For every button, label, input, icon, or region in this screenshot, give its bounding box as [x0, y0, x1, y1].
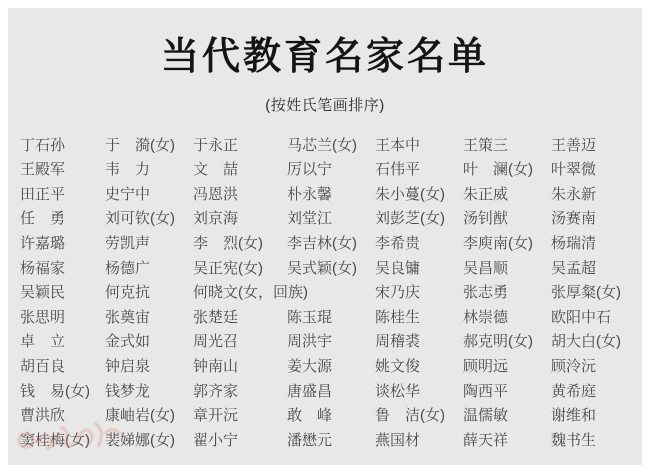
name-cell: 潘懋元 [287, 431, 333, 449]
name-cell: 谢维和 [551, 407, 597, 425]
name-cell: 燕国材 [375, 431, 421, 449]
name-cell: 张志勇 [463, 284, 509, 302]
name-cell: 卓 立 [20, 333, 66, 351]
name-cell: 薛天祥 [463, 431, 509, 449]
name-cell: 何晓文(女，回族) [193, 284, 308, 302]
name-cell: 郝克明(女) [463, 333, 533, 351]
name-cell: 刘可钦(女) [105, 210, 175, 228]
name-cell: 文 喆 [193, 161, 239, 179]
page-title: 当代教育名家名单 [160, 36, 489, 78]
name-cell: 叶翠微 [551, 161, 597, 179]
name-cell: 周洪宇 [287, 333, 333, 351]
name-cell: 张厚粲(女) [551, 284, 621, 302]
name-cell: 钱梦龙 [105, 382, 151, 400]
name-cell: 宋乃庆 [375, 284, 421, 302]
name-cell: 陶西平 [463, 382, 509, 400]
name-cell: 唐盛昌 [287, 382, 333, 400]
name-cell: 翟小宁 [193, 431, 239, 449]
name-cell: 李庾南(女) [463, 235, 533, 253]
name-cell: 钟南山 [193, 358, 239, 376]
name-cell: 姜大源 [287, 358, 333, 376]
name-cell: 郭齐家 [193, 382, 239, 400]
name-cell: 康岫岩(女) [105, 407, 175, 425]
name-cell: 韦 力 [105, 161, 151, 179]
name-cell: 李吉林(女) [287, 235, 357, 253]
name-cell: 胡大白(女) [551, 333, 621, 351]
name-cell: 杨瑞清 [551, 235, 597, 253]
name-cell: 温儒敏 [463, 407, 509, 425]
name-cell: 石伟平 [375, 161, 421, 179]
name-cell: 钱 易(女) [20, 382, 90, 400]
name-cell: 史宁中 [105, 185, 151, 203]
name-cell: 黄希庭 [551, 382, 597, 400]
name-cell: 厉以宁 [287, 161, 333, 179]
name-cell: 裴娣娜(女) [105, 431, 175, 449]
name-cell: 姚文俊 [375, 358, 421, 376]
name-cell: 许嘉璐 [20, 235, 66, 253]
name-cell: 张奠宙 [105, 308, 151, 326]
name-cell: 王本中 [375, 136, 421, 154]
name-cell: 叶 澜(女) [463, 161, 533, 179]
name-cell: 欧阳中石 [551, 308, 612, 326]
name-cell: 朱正威 [463, 185, 509, 203]
name-cell: 朱永新 [551, 185, 597, 203]
name-cell: 吴式颖(女) [287, 259, 357, 277]
name-cell: 张思明 [20, 308, 66, 326]
name-cell: 谈松华 [375, 382, 421, 400]
name-cell: 何克抗 [105, 284, 151, 302]
name-cell: 杨德广 [105, 259, 151, 277]
name-cell: 林崇德 [463, 308, 509, 326]
name-list [8, 134, 642, 454]
name-cell: 于 漪(女) [105, 136, 175, 154]
name-cell: 陈玉琨 [287, 308, 333, 326]
name-cell: 于永正 [193, 136, 239, 154]
name-cell: 丁石孙 [20, 136, 66, 154]
name-cell: 鲁 洁(女) [375, 407, 445, 425]
name-cell: 李希贵 [375, 235, 421, 253]
name-cell: 张楚廷 [193, 308, 239, 326]
name-cell: 吴正宪(女) [193, 259, 263, 277]
name-cell: 吴颖民 [20, 284, 66, 302]
name-cell: 钟启泉 [105, 358, 151, 376]
name-cell: 杨福家 [20, 259, 66, 277]
name-cell: 吴良镛 [375, 259, 421, 277]
name-cell: 田正平 [20, 185, 66, 203]
name-cell: 曹洪欣 [20, 407, 66, 425]
page-subtitle: (按姓氏笔画排序) [265, 96, 385, 114]
name-cell: 顾明远 [463, 358, 509, 376]
name-cell: 汤钊猷 [463, 210, 509, 228]
name-cell: 朴永馨 [287, 185, 333, 203]
name-cell: 周稽裘 [375, 333, 421, 351]
name-cell: 劳凯声 [105, 235, 151, 253]
name-cell: 刘彭芝(女) [375, 210, 445, 228]
name-cell: 吴孟超 [551, 259, 597, 277]
name-cell: 胡百良 [20, 358, 66, 376]
name-cell: 周光召 [193, 333, 239, 351]
document-page [8, 8, 642, 465]
name-cell: 汤赛南 [551, 210, 597, 228]
name-cell: 朱小蔓(女) [375, 185, 445, 203]
name-cell: 陈桂生 [375, 308, 421, 326]
name-cell: 章开沅 [193, 407, 239, 425]
name-cell: 敢 峰 [287, 407, 333, 425]
name-cell: 王殿军 [20, 161, 66, 179]
name-cell: 李 烈(女) [193, 235, 263, 253]
name-cell: 任 勇 [20, 210, 66, 228]
name-cell: 马芯兰(女) [287, 136, 357, 154]
name-cell: 刘京海 [193, 210, 239, 228]
name-cell: 王策三 [463, 136, 509, 154]
name-cell: 冯恩洪 [193, 185, 239, 203]
name-cell: 王善迈 [551, 136, 597, 154]
name-cell: 吴昌顺 [463, 259, 509, 277]
name-cell: 窦桂梅(女) [20, 431, 90, 449]
name-cell: 顾泠沅 [551, 358, 597, 376]
name-cell: 魏书生 [551, 431, 597, 449]
name-cell: 金式如 [105, 333, 151, 351]
name-cell: 刘堂江 [287, 210, 333, 228]
